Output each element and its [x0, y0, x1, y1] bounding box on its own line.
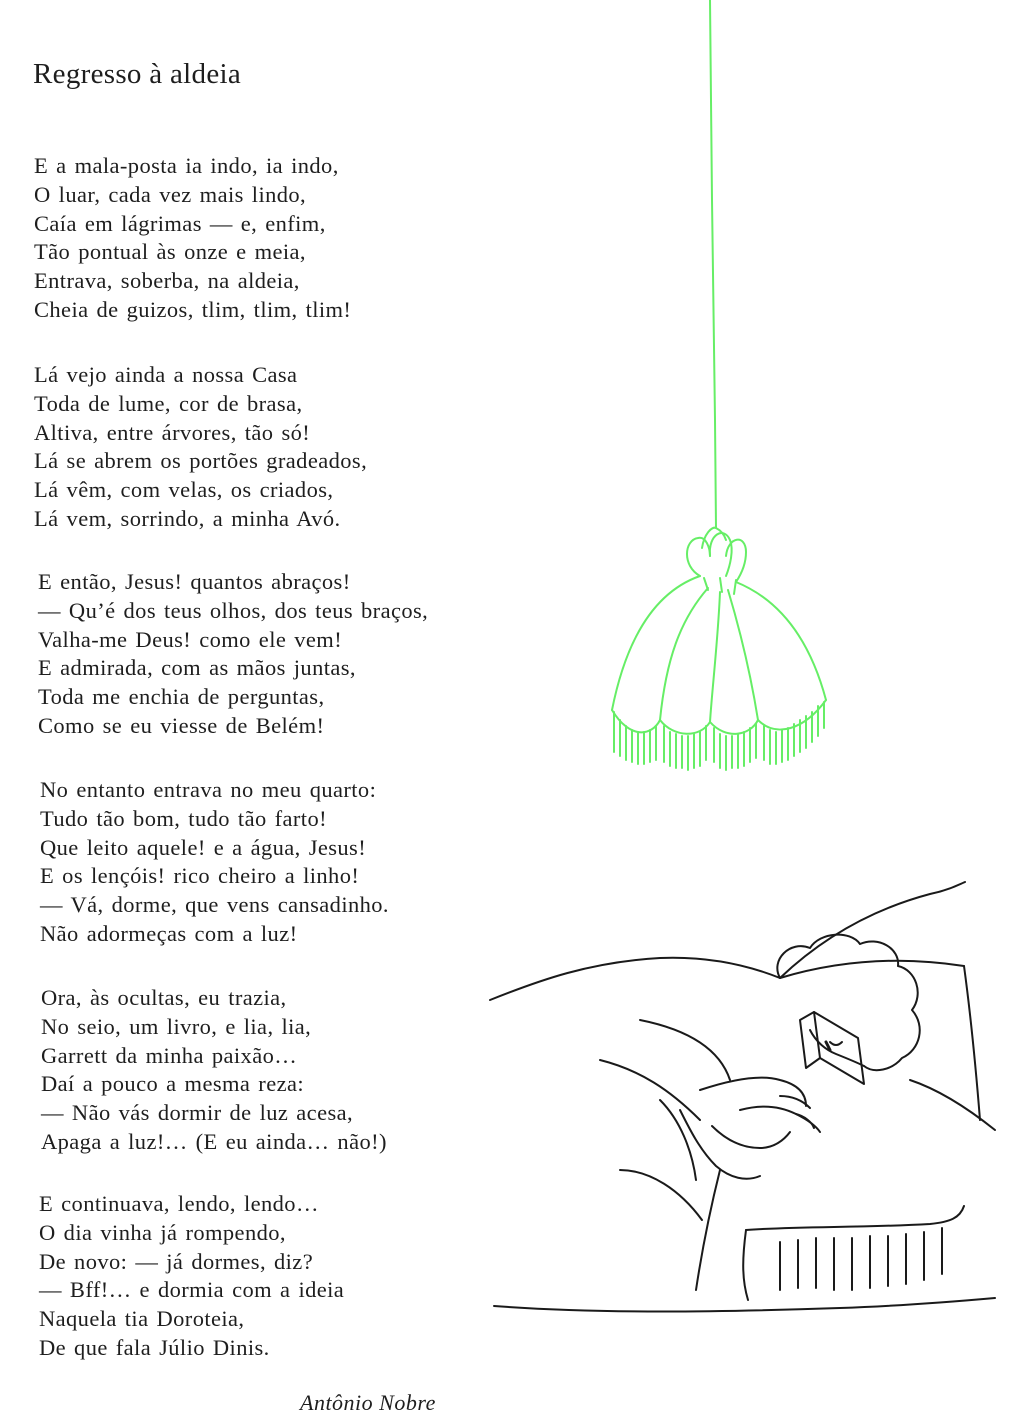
- verse-line: Tudo tão bom, tudo tão farto!: [40, 805, 327, 831]
- verse-line: E os lençóis! rico cheiro a linho!: [40, 863, 360, 889]
- verse-line: Toda me enchia de perguntas,: [38, 684, 325, 710]
- verse-line: Que leito aquele! e a água, Jesus!: [40, 834, 367, 860]
- stanza-3: [38, 568, 428, 741]
- verse-line: Altiva, entre árvores, tão só!: [34, 419, 311, 445]
- verse-line: — Bff!… e dormia com a ideia: [39, 1277, 345, 1303]
- verse-line: No seio, um livro, e lia, lia,: [41, 1013, 312, 1039]
- verse-line: Não adormeças com a luz!: [40, 920, 298, 946]
- verse-line: Ora, às ocultas, eu trazia,: [41, 985, 287, 1010]
- child-reading-in-bed-illustration: [480, 870, 1005, 1330]
- verse-line: Apaga a luz!… (E eu ainda… não!): [41, 1128, 387, 1154]
- verse-line: Toda de lume, cor de brasa,: [34, 390, 303, 416]
- verse-line: Garrett da minha paixão…: [41, 1042, 298, 1068]
- page-title: Regresso à aldeia: [33, 58, 242, 90]
- verse-line: O dia vinha já rompendo,: [39, 1219, 286, 1245]
- verse-line: Lá vem, sorrindo, a minha Avó.: [34, 505, 341, 531]
- verse-line: De que fala Júlio Dinis.: [39, 1334, 270, 1360]
- verse-line: E admirada, com as mãos juntas,: [38, 655, 356, 681]
- verse-line: Naquela tia Doroteia,: [39, 1306, 245, 1332]
- stanza-4: [40, 776, 389, 949]
- stanza-1: [34, 152, 351, 325]
- verse-line: De novo: — já dormes, diz?: [39, 1248, 314, 1274]
- verse-line: Cheia de guizos, tlim, tlim, tlim!: [34, 296, 352, 322]
- verse-line: Tão pontual às onze e meia,: [34, 239, 306, 265]
- verse-line: — Vá, dorme, que vens cansadinho.: [40, 892, 389, 918]
- stanza-5: [41, 984, 387, 1157]
- verse-line: E a mala-posta ia indo, ia indo,: [34, 153, 339, 178]
- verse-line: Caía em lágrimas — e, enfim,: [34, 210, 326, 236]
- stanza-6: [39, 1190, 344, 1363]
- verse-line: E continuava, lendo, lendo…: [39, 1191, 319, 1216]
- verse-line: Lá vejo ainda a nossa Casa: [34, 362, 298, 387]
- verse-line: — Não vás dormir de luz acesa,: [41, 1100, 354, 1126]
- stanza-2: [34, 361, 367, 534]
- verse-line: Entrava, soberba, na aldeia,: [34, 268, 300, 294]
- verse-line: Lá se abrem os portões gradeados,: [34, 448, 368, 474]
- verse-line: No entanto entrava no meu quarto:: [40, 777, 377, 802]
- verse-line: Daí a pouco a mesma reza:: [41, 1071, 305, 1097]
- verse-line: Como se eu viesse de Belém!: [38, 712, 325, 738]
- verse-line: E então, Jesus! quantos abraços!: [38, 569, 351, 594]
- author-signature: Antônio Nobre: [300, 1390, 436, 1415]
- hanging-lamp-illustration: [600, 0, 840, 780]
- verse-line: O luar, cada vez mais lindo,: [34, 181, 307, 207]
- verse-line: — Qu’é dos teus olhos, dos teus braços,: [38, 597, 429, 623]
- verse-line: Valha-me Deus! como ele vem!: [38, 626, 343, 652]
- verse-line: Lá vêm, com velas, os criados,: [34, 477, 334, 503]
